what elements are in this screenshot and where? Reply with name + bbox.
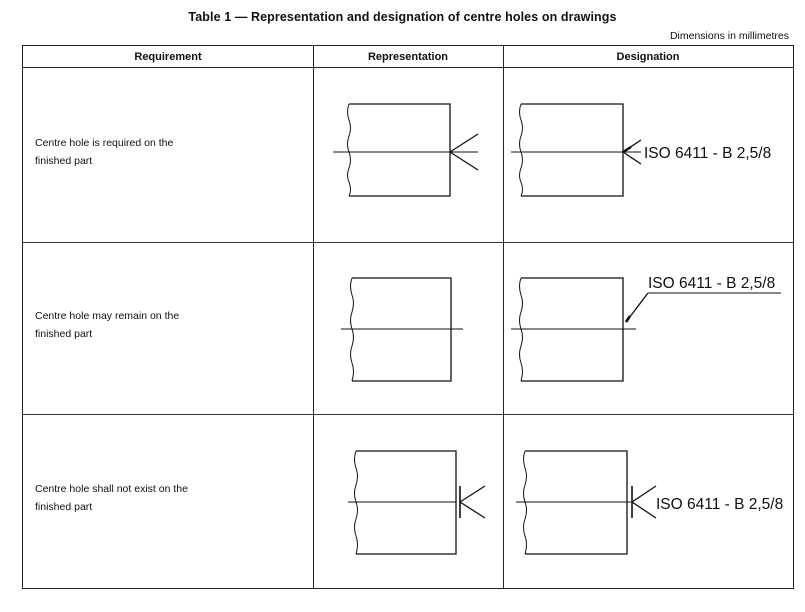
requirement-line: Centre hole may remain on the — [35, 310, 180, 322]
requirement-text — [35, 307, 305, 343]
requirement-text — [35, 480, 305, 516]
column-divider — [503, 46, 504, 588]
header-representation: Representation — [313, 46, 503, 68]
requirement-line: finished part — [35, 155, 93, 167]
row-divider — [23, 414, 793, 415]
dimensions-note: Dimensions in millimetres — [669, 30, 789, 42]
designation-label: ISO 6411 - B 2,5/8 — [648, 275, 776, 292]
designation-drawing-may-remain — [508, 266, 798, 391]
table-title: Table 1 — Representation and designation of centre holes on drawings — [188, 10, 617, 24]
designation-drawing-required — [508, 96, 798, 216]
representation-drawing-required — [323, 96, 503, 216]
requirement-text — [35, 134, 305, 170]
requirement-line: Centre hole shall not exist on the — [35, 483, 188, 495]
requirement-line: finished part — [35, 328, 93, 340]
row-divider — [23, 242, 793, 243]
representation-drawing-may-remain — [323, 271, 503, 391]
representation-drawing-shall-not-exist — [323, 441, 503, 566]
column-divider — [313, 46, 314, 588]
designation-label: ISO 6411 - B 2,5/8 — [656, 496, 784, 513]
designation-drawing-shall-not-exist — [508, 441, 798, 566]
header-designation: Designation — [503, 46, 793, 68]
centre-holes-table — [22, 45, 794, 589]
requirement-line: finished part — [35, 501, 93, 513]
designation-label: ISO 6411 - B 2,5/8 — [644, 145, 772, 162]
requirement-line: Centre hole is required on the — [35, 137, 174, 149]
header-requirement: Requirement — [23, 46, 313, 68]
